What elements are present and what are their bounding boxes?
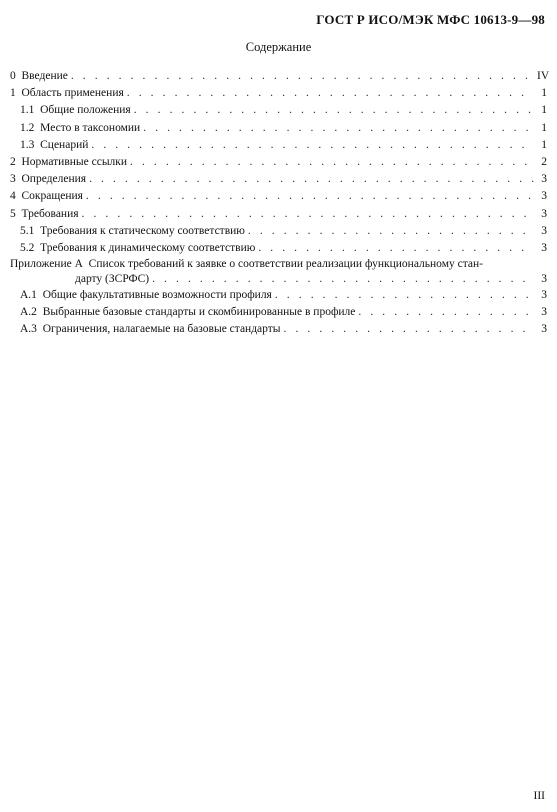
toc-entry-page: 3	[541, 190, 547, 203]
toc-entry-number: 5.1	[20, 224, 35, 237]
toc-entry[interactable]	[10, 287, 547, 304]
toc-entry-page: 1	[541, 87, 547, 100]
toc-entry-number: А.1	[20, 289, 37, 302]
toc-entry-page: 2	[541, 155, 547, 168]
toc-entry-title: Место в таксономии	[40, 121, 141, 134]
toc-entry[interactable]	[10, 188, 547, 205]
dot-leader	[248, 223, 534, 240]
toc-appendix-entry[interactable]	[10, 257, 547, 287]
toc-entry[interactable]	[10, 102, 547, 119]
toc-entry-number: 2	[10, 155, 16, 168]
appendix-title-line2: дарту (ЗСРФС)	[75, 273, 150, 286]
toc-entry[interactable]	[10, 223, 547, 240]
toc-entry-page: 3	[541, 241, 547, 254]
toc-entry-number: 1.1	[20, 104, 35, 117]
dot-leader	[89, 171, 534, 188]
toc-entry-page: 3	[541, 173, 547, 186]
page-folio: III	[533, 790, 545, 802]
toc-entry-page: 1	[541, 138, 547, 151]
toc-entry-number: 5	[10, 207, 16, 220]
toc-entry-number: 1.3	[20, 138, 35, 151]
toc-entry-number: 1.2	[20, 121, 35, 134]
toc-entry-title: Требования	[21, 207, 79, 220]
dot-leader	[284, 321, 534, 338]
toc-entry[interactable]	[10, 321, 547, 338]
dot-leader	[258, 240, 534, 257]
toc-entry[interactable]	[10, 206, 547, 223]
toc-entry-number: 3	[10, 173, 16, 186]
toc-entry[interactable]	[10, 120, 547, 137]
table-of-contents	[10, 68, 550, 339]
toc-entry-title: Нормативные ссылки	[21, 155, 128, 168]
toc-entry-title: Сценарий	[40, 138, 89, 151]
toc-entry-page: 3	[541, 306, 547, 319]
dot-leader	[130, 154, 534, 171]
toc-entry-title: Область применения	[21, 87, 124, 100]
toc-entry-title: Общие факультативные возможности профиля	[42, 289, 272, 302]
dot-leader	[86, 188, 534, 205]
toc-entry-page: 1	[541, 104, 547, 117]
toc-entry-title: Общие положения	[40, 104, 131, 117]
toc-entry[interactable]	[10, 240, 547, 257]
toc-appendix-items	[10, 287, 547, 339]
toc-entry-number: А.3	[20, 323, 37, 336]
appendix-label: Приложение А	[10, 258, 83, 271]
toc-main-entries	[10, 68, 550, 257]
toc-entry-number: А.2	[20, 306, 37, 319]
toc-entry-title: Определения	[21, 173, 87, 186]
dot-leader	[143, 120, 534, 137]
toc-entry[interactable]	[10, 85, 547, 102]
toc-entry[interactable]	[10, 154, 547, 171]
toc-entry-page: IV	[537, 70, 550, 82]
toc-entry[interactable]	[10, 137, 547, 154]
toc-entry-number: 0	[10, 70, 16, 82]
toc-entry-title: Введение	[21, 70, 68, 82]
toc-entry[interactable]	[10, 304, 547, 321]
toc-entry-title: Ограничения, налагаемые на базовые стандарты	[42, 323, 281, 336]
toc-entry-title: Требования к динамическому соответствию	[40, 241, 256, 254]
toc-entry-page: 3	[541, 289, 547, 302]
toc-entry[interactable]	[10, 171, 547, 188]
toc-entry-title: Сокращения	[21, 190, 83, 203]
dot-leader	[71, 68, 534, 85]
toc-entry-number: 4	[10, 190, 16, 203]
toc-entry[interactable]	[10, 68, 550, 85]
dot-leader	[127, 85, 534, 102]
toc-entry-page: 3	[541, 224, 547, 237]
toc-entry-page: 3	[541, 323, 547, 336]
toc-entry-page: 1	[541, 121, 547, 134]
dot-leader	[82, 206, 534, 223]
appendix-page-number: 3	[541, 273, 547, 286]
appendix-title-line1: Список требований к заявке о соответствии реализации функциональному стан-	[88, 258, 483, 271]
toc-title: Содержание	[245, 40, 312, 54]
toc-entry-number: 5.2	[20, 241, 35, 254]
document-code-header: ГОСТ Р ИСО/МЭК МФС 10613-9—98	[316, 12, 545, 27]
toc-entry-page: 3	[541, 207, 547, 220]
dot-leader	[91, 137, 534, 154]
toc-entry-title: Выбранные базовые стандарты и скомбинированные в профиле	[42, 306, 356, 319]
toc-entry-number: 1	[10, 87, 16, 100]
dot-leader	[275, 287, 534, 304]
dot-leader	[358, 304, 534, 321]
dot-leader	[134, 102, 534, 119]
toc-entry-title: Требования к статическому соответствию	[40, 224, 245, 237]
dot-leader	[152, 272, 534, 287]
